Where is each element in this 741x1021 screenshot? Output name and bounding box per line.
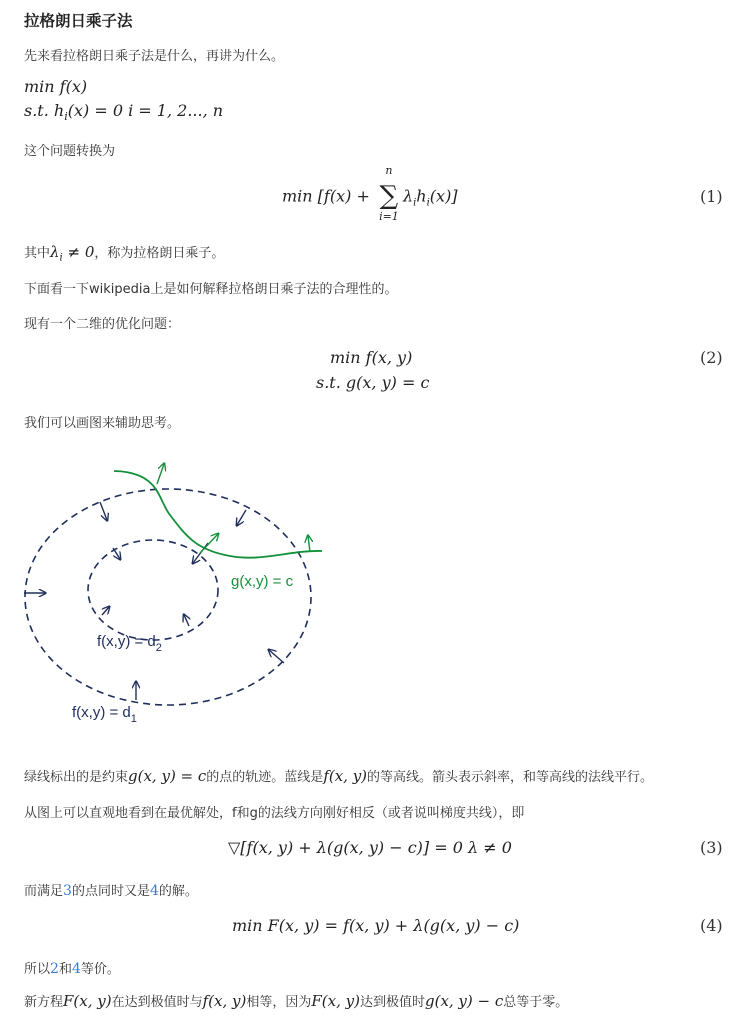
contour-figure [0,450,360,740]
draw-paragraph: 我们可以画图来辅助思考。 [24,416,181,431]
intro-paragraph: 先来看拉格朗日乘子法是什么，再讲为什么。 [24,49,285,64]
arrow-constraint-top [157,464,164,484]
label-contour-d2: $f(x,y) = d_2$ [97,633,162,654]
figure-explanation: 绿线标出的是约束g(x, y) = c的点的轨迹。蓝线是f(x, y)的等高线。箭头表示斜率，和等高线的法线平行。 [24,767,654,785]
equation-1: min [f(x) + n ∑ i=1 $\lambda_ih_i(x)$] [282,164,458,223]
problem-objective: min f(x) [24,77,88,96]
lambda-paragraph: 其中$\lambda_i \ne 0$，称为拉格朗日乘子。 [24,243,225,264]
ref-eq-4[interactable]: 4 [149,883,159,899]
ref-eq-2[interactable]: 2 [50,961,59,977]
equation-2-objective: min f(x, y) [330,348,413,367]
equivalence-paragraph: 所以2和4等价。 [24,961,120,977]
gradient-paragraph: 从图上可以直观地看到在最优解处，f和g的法线方向刚好相反（或者说叫梯度共线），即 [24,806,525,821]
arrow-outer-right [269,650,284,663]
constraint-curve [114,471,322,558]
arrow-inner-top-left [113,548,120,559]
equation-3: ▽[f(x, y) + λ(g(x, y) − c)] = 0 λ ≠ 0 [228,838,512,857]
problem-constraint: s.t. $h_i(x) = 0$ i = 1, 2..., n [24,101,224,124]
transform-paragraph: 这个问题转换为 [24,144,116,159]
equation-2-number: (2) [700,348,723,367]
ref-eq-3[interactable]: 3 [63,883,72,899]
arrow-constraint-right [308,536,310,552]
satisfy-paragraph: 而满足3的点同时又是4的解。 [24,883,198,899]
arrow-inner-bottom-right [184,615,189,626]
equation-4: min F(x, y) = f(x, y) + λ(g(x, y) − c) [232,916,520,935]
label-constraint: g(x,y) = c [231,573,294,590]
wikipedia-paragraph: 下面看一下wikipedia上是如何解释拉格朗日乘子法的合理性的。 [24,282,398,297]
arrow-outer-top-right [237,510,246,525]
contour-d1 [25,489,311,705]
equation-3-number: (3) [700,838,723,857]
arrow-inner-bottom-left [102,607,109,615]
conclusion-paragraph: 新方程F(x, y)在达到极值时与f(x, y)相等，因为F(x, y)达到极值时g(x, y) − c总等于零。 [24,992,569,1010]
equation-4-number: (4) [700,916,723,935]
arrow-outer-top-left [100,502,107,520]
2d-problem-paragraph: 现有一个二维的优化问题： [24,317,181,332]
label-contour-d1: $f(x,y) = d_1$ [72,704,137,725]
equation-2-constraint: s.t. g(x, y) = c [316,373,430,392]
ref-eq-4b[interactable]: 4 [71,961,81,977]
page-title: 拉格朗日乘子法 [24,12,133,30]
equation-1-number: (1) [700,187,723,206]
